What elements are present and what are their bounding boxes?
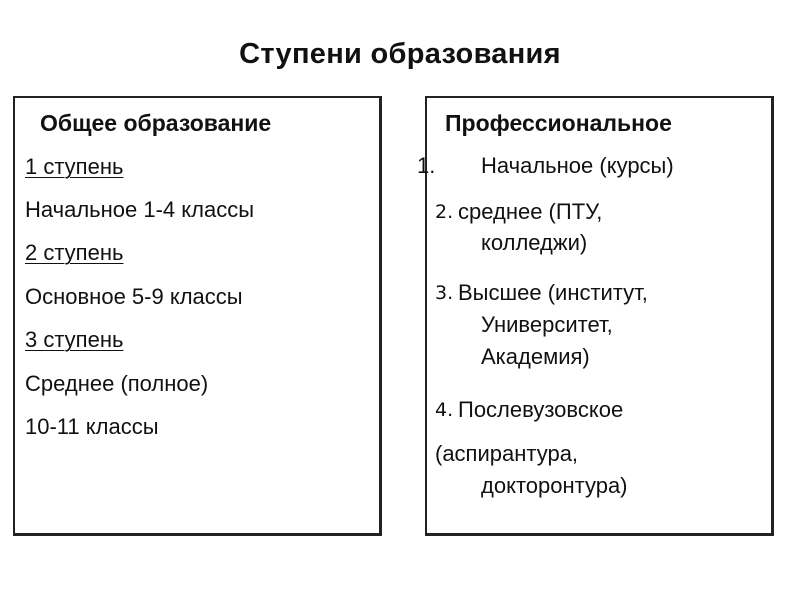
stage-1-text: Начальное 1-4 классы bbox=[25, 197, 255, 222]
item-4-number: 4. bbox=[435, 399, 454, 421]
professional-education-box bbox=[417, 96, 774, 536]
stage-1-label: 1 ступень bbox=[25, 154, 124, 179]
stage-3-grades: 10-11 классы bbox=[25, 414, 159, 439]
professional-heading: Профессиональное bbox=[445, 110, 672, 136]
stage-2-text: Основное 5-9 классы bbox=[25, 284, 243, 309]
postgrad-detail-1: (аспирантура, bbox=[435, 441, 579, 466]
item-1-number: 1. bbox=[417, 153, 436, 178]
stage-2-label: 2 ступень bbox=[25, 240, 124, 265]
item-4-text: Послевузовское bbox=[458, 397, 624, 422]
stage-3-text: Среднее (полное) bbox=[25, 371, 209, 396]
stage-3-label: 3 ступень bbox=[25, 327, 124, 352]
item-2-continuation: колледжи) bbox=[481, 230, 588, 255]
item-3-continuation-2: Академия) bbox=[481, 344, 590, 369]
general-heading: Общее образование bbox=[40, 110, 272, 136]
page-title: Ступени образования bbox=[239, 38, 561, 70]
item-2-number: 2. bbox=[435, 201, 454, 223]
item-1-text: Начальное (курсы) bbox=[481, 153, 674, 178]
item-3-text: Высшее (институт, bbox=[458, 280, 648, 305]
item-2-text: среднее (ПТУ, bbox=[458, 199, 603, 224]
item-3-continuation-1: Университет, bbox=[481, 312, 613, 337]
item-3-number: 3. bbox=[435, 282, 454, 304]
postgrad-detail-2: докторонтура) bbox=[481, 473, 628, 498]
general-education-box bbox=[13, 96, 382, 536]
